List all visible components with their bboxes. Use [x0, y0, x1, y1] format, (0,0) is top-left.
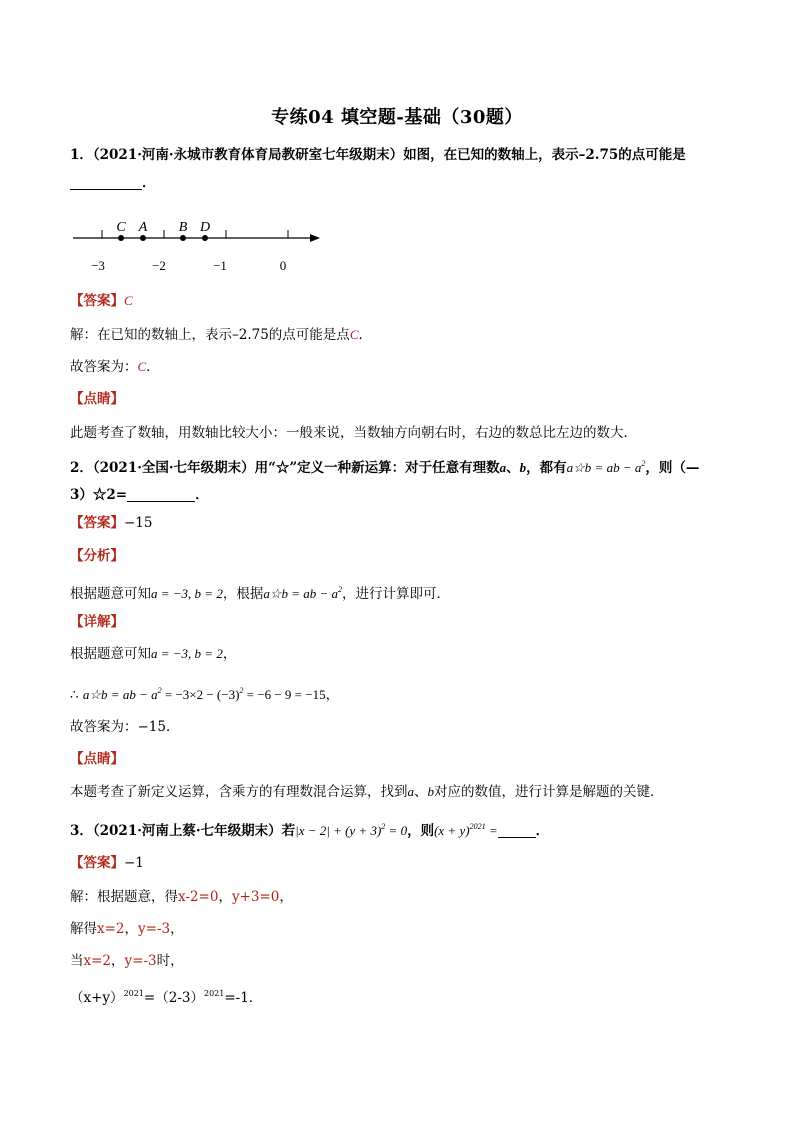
q2-def-formula-text: a☆b = ab − a	[566, 460, 642, 475]
q3-sol1-eq2: y+3=0	[231, 889, 280, 905]
q2-answer	[70, 514, 730, 532]
point-d	[202, 235, 208, 241]
point-label-a: A	[138, 220, 148, 235]
q2-analysis-formula-text: a☆b = ab − a	[263, 586, 339, 601]
q1-solution	[70, 326, 730, 344]
q3-answer	[70, 854, 730, 872]
q3-sol4-part-c: =-1．	[224, 990, 263, 1006]
q3-equation-exponent: 2	[381, 822, 386, 831]
q2-stem	[70, 455, 730, 477]
q1-number-line	[70, 210, 330, 280]
q3-equation-part-a: |x − 2| + (y + 3)	[295, 823, 382, 838]
q2-answer-blank	[127, 487, 195, 502]
q2-comment-a: a	[407, 784, 414, 799]
q3-sol3-sep: ，	[111, 953, 125, 969]
q2-analysis-heading	[70, 547, 730, 565]
q2-detail-heading	[70, 613, 730, 631]
q1-stem-suffix: ．	[142, 175, 156, 191]
q3-solution-4	[70, 985, 730, 1007]
q3-answer-value: −1	[124, 855, 144, 871]
q3-expression-equals: =	[485, 823, 498, 838]
q2-final	[70, 718, 730, 736]
analysis-tag: 【分析】	[70, 548, 124, 564]
point-a	[140, 235, 146, 241]
q1-final-suffix: ．	[146, 359, 160, 375]
q2-analysis-text: 根据题意可知	[70, 586, 151, 602]
q3-sol1-eq1: x-2=0	[178, 889, 219, 905]
q3-stem-suffix: ．	[535, 823, 550, 839]
q3-sol4-exponent-1: 2021	[123, 989, 144, 998]
q2-stem-tail: ，则（—	[645, 460, 700, 476]
q2-stem-line2-text: 3）☆2=	[70, 487, 128, 503]
q2-comment-heading	[70, 750, 730, 768]
q1-solution-suffix: ．	[358, 327, 372, 343]
q2-analysis-values: a = −3, b = 2	[151, 586, 223, 601]
q3-sol4-exponent-2: 2021	[203, 989, 225, 998]
point-label-c: C	[116, 220, 126, 235]
q3-sol3-text: 当	[70, 953, 84, 969]
q2-def-exponent: 2	[641, 459, 646, 468]
q3-sol3-suffix: 时，	[156, 953, 184, 969]
q3-sol1-suffix: ，	[279, 889, 293, 905]
point-label-d: D	[199, 220, 211, 235]
q2-detail	[70, 645, 730, 663]
q2-stem-line2	[70, 486, 730, 504]
q3-solution-2	[70, 920, 730, 938]
q2-stem-suffix: ．	[195, 487, 209, 503]
q1-comment-text: 此题考查了数轴，用数轴比较大小：一般来说，当数轴方向朝右时，右边的数总比左边的数大．	[70, 425, 637, 441]
q1-solution-text: 解：在已知的数轴上，表示–2.75的点可能是点	[70, 327, 350, 343]
q3-sol2-sep: ，	[124, 921, 139, 937]
page-title: 专练04 填空题-基础（30题）	[271, 107, 523, 128]
q3-stem-mid: ，则	[407, 823, 435, 839]
answer-tag: 【答案】	[70, 293, 124, 309]
q1-stem-line2	[70, 174, 730, 192]
therefore-symbol: ∴	[70, 687, 79, 703]
q1-answer-blank	[70, 175, 142, 190]
q2-definition-formula	[567, 460, 646, 475]
q3-sol2-eq1: x=2	[97, 921, 125, 937]
q1-comment	[70, 424, 730, 442]
q2-sep: 、	[506, 460, 520, 476]
q3-sol4-part-b: =（2-3）	[143, 990, 204, 1006]
q3-solution-1	[70, 888, 730, 906]
q2-var-a: a	[499, 460, 507, 475]
q2-analysis-mid: ，根据	[222, 586, 264, 602]
q2-final-text: 故答案为：−15．	[70, 719, 180, 735]
q3-equation	[295, 823, 407, 838]
q1-final-text: 故答案为：	[70, 359, 138, 375]
q3-expression-base: (x + y)	[434, 823, 470, 838]
q3-expression	[434, 823, 498, 838]
q2-analysis-formula	[263, 586, 342, 601]
q2-calculation-suffix: ，	[325, 687, 340, 703]
answer-tag: 【答案】	[70, 515, 124, 531]
q2-detail-suffix: ，	[222, 646, 237, 662]
q2-comma-all: ，都有	[526, 460, 567, 476]
q2-comment-b: b	[427, 784, 434, 799]
q1-final	[70, 358, 730, 376]
q2-comment	[70, 783, 730, 801]
comment-tag: 【点睛】	[70, 751, 124, 767]
detail-tag: 【详解】	[70, 614, 124, 630]
q1-solution-var: C	[349, 327, 359, 342]
q2-calc-exponent-1: 2	[157, 686, 162, 695]
q1-answer	[70, 292, 730, 310]
q3-sol2-eq2: y=-3	[138, 921, 171, 937]
q2-var-b: b	[519, 460, 527, 475]
q1-comment-heading	[70, 390, 730, 408]
q2-calc-exponent-2: 2	[239, 686, 244, 695]
q3-sol2-suffix: ，	[170, 921, 184, 937]
q2-detail-values: a = −3, b = 2	[151, 646, 223, 661]
q1-stem-text: 1．（2021·河南·永城市教育体育局教研室七年级期末）如图，在已知的数轴上，表示–2.75的点可能是	[70, 147, 686, 163]
q2-comment-suffix: 对应的数值，进行计算是解题的关键．	[434, 784, 664, 800]
q3-sol2-text: 解得	[70, 921, 97, 937]
q1-answer-value: C	[124, 293, 133, 308]
q3-sol3-eq2: y=-3	[124, 953, 157, 969]
number-line-arrow	[310, 234, 320, 242]
point-label-b: B	[178, 220, 188, 235]
answer-tag: 【答案】	[70, 855, 124, 871]
q2-calc-part-b: = −3×2 − (−3)	[161, 687, 240, 702]
q3-sol4-part-a: （x+y）	[70, 990, 124, 1006]
q2-answer-value: −15	[124, 515, 153, 531]
q3-sol1-sep: ，	[218, 889, 232, 905]
q3-equation-part-b: = 0	[385, 823, 408, 838]
q2-analysis-exponent: 2	[338, 585, 343, 594]
q2-analysis-suffix: ，进行计算即可．	[342, 586, 451, 602]
q2-calculation-expression	[83, 687, 326, 702]
q1-stem	[70, 146, 730, 164]
q2-calc-part-a: a☆b = ab − a	[82, 687, 158, 702]
tick-label-neg1: −1	[213, 258, 227, 273]
q3-sol3-eq1: x=2	[83, 953, 112, 969]
q3-solution-3	[70, 952, 730, 970]
q2-comment-text: 本题考查了新定义运算，含乘方的有理数混合运算，找到	[70, 784, 408, 800]
q3-stem-text: 3．（2021·河南上蔡·七年级期末）若	[70, 823, 296, 839]
q2-calculation	[70, 682, 730, 704]
q3-stem	[70, 818, 730, 840]
tick-label-neg2: −2	[152, 258, 166, 273]
q2-calc-part-c: = −6 − 9 = −15	[243, 687, 326, 702]
tick-label-neg3: −3	[91, 258, 105, 273]
q2-detail-text: 根据题意可知	[70, 646, 151, 662]
q2-stem-text: 2．（2021·全国·七年级期末）用“☆”定义一种新运算：对于任意有理数	[70, 460, 500, 476]
comment-tag: 【点睛】	[70, 391, 124, 407]
tick-label-0: 0	[279, 258, 287, 273]
q3-sol1-text: 解：根据题意，得	[70, 889, 178, 905]
point-b	[180, 235, 186, 241]
q3-answer-blank	[498, 823, 536, 838]
q2-analysis	[70, 581, 730, 603]
point-c	[118, 235, 124, 241]
q1-final-var: C	[137, 359, 147, 374]
q3-expression-exponent: 2021	[469, 822, 486, 831]
q2-comment-sep: 、	[414, 784, 428, 800]
